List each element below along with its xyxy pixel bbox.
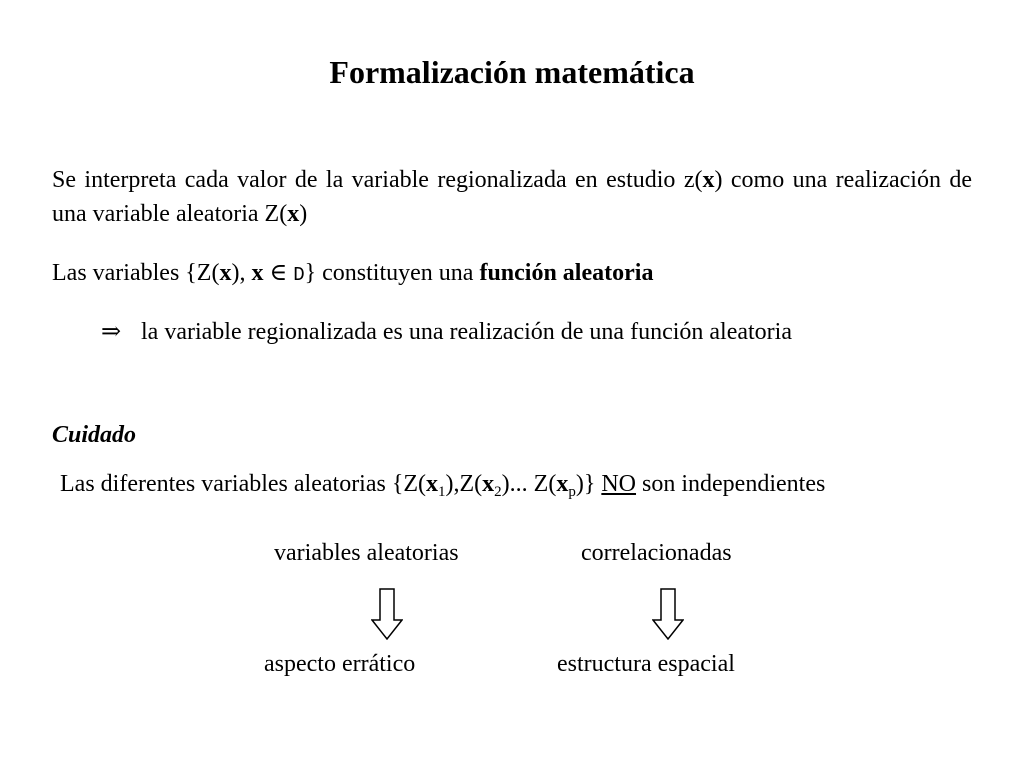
dependence-text-4: )}	[575, 471, 602, 497]
label-random-variables: variables aleatorias	[274, 540, 459, 566]
subscript-p: p	[568, 484, 576, 500]
random-function-text-3: } constituyen una	[304, 260, 480, 286]
random-function-text-2: ),	[231, 260, 252, 286]
label-spatial-structure: estructura espacial	[557, 651, 735, 677]
bold-x: x	[482, 471, 495, 497]
implication-text: la variable regionalizada es una realización de una función aleatoria	[141, 319, 792, 345]
double-right-arrow-icon: ⇒	[100, 319, 122, 345]
subscript-2: 2	[494, 484, 502, 500]
random-function-term: función aleatoria	[479, 260, 654, 286]
hollow-down-arrow-icon	[371, 588, 403, 640]
dependence-text-5: son independientes	[636, 471, 826, 497]
bold-x: x	[219, 260, 232, 286]
interpretation-text-1: Se interpreta cada valor de la variable regionalizada en estudio z(	[52, 167, 703, 193]
bold-x: x	[556, 471, 569, 497]
dependence-text-1: Las diferentes variables aleatorias {Z(	[60, 471, 427, 497]
interpretation-paragraph	[52, 163, 972, 231]
subscript-1: 1	[438, 484, 446, 500]
bold-x: x	[251, 260, 264, 286]
label-erratic-aspect: aspecto errático	[264, 651, 416, 677]
bold-x: x	[426, 471, 439, 497]
slide-title: Formalización matemática	[329, 54, 695, 90]
random-function-text-1: Las variables {Z(	[52, 260, 220, 286]
element-of-symbol: ∈	[263, 260, 294, 286]
caution-heading: Cuidado	[52, 422, 137, 448]
domain-symbol: D	[293, 264, 305, 286]
dependence-text-2: ),Z(	[445, 471, 483, 497]
interpretation-text-3: )	[299, 201, 308, 227]
bold-x: x	[702, 167, 715, 193]
bold-x: x	[287, 201, 300, 227]
interpretation-text-2: ) como una realización de una variable aleatoria Z(	[52, 167, 973, 227]
hollow-down-arrow-icon	[652, 588, 684, 640]
no-emphasis: NO	[601, 471, 637, 497]
random-function-paragraph	[52, 256, 972, 292]
implication-paragraph	[95, 315, 975, 349]
label-correlated: correlacionadas	[581, 540, 732, 566]
dependence-paragraph	[60, 467, 980, 501]
dependence-text-3: )... Z(	[501, 471, 557, 497]
